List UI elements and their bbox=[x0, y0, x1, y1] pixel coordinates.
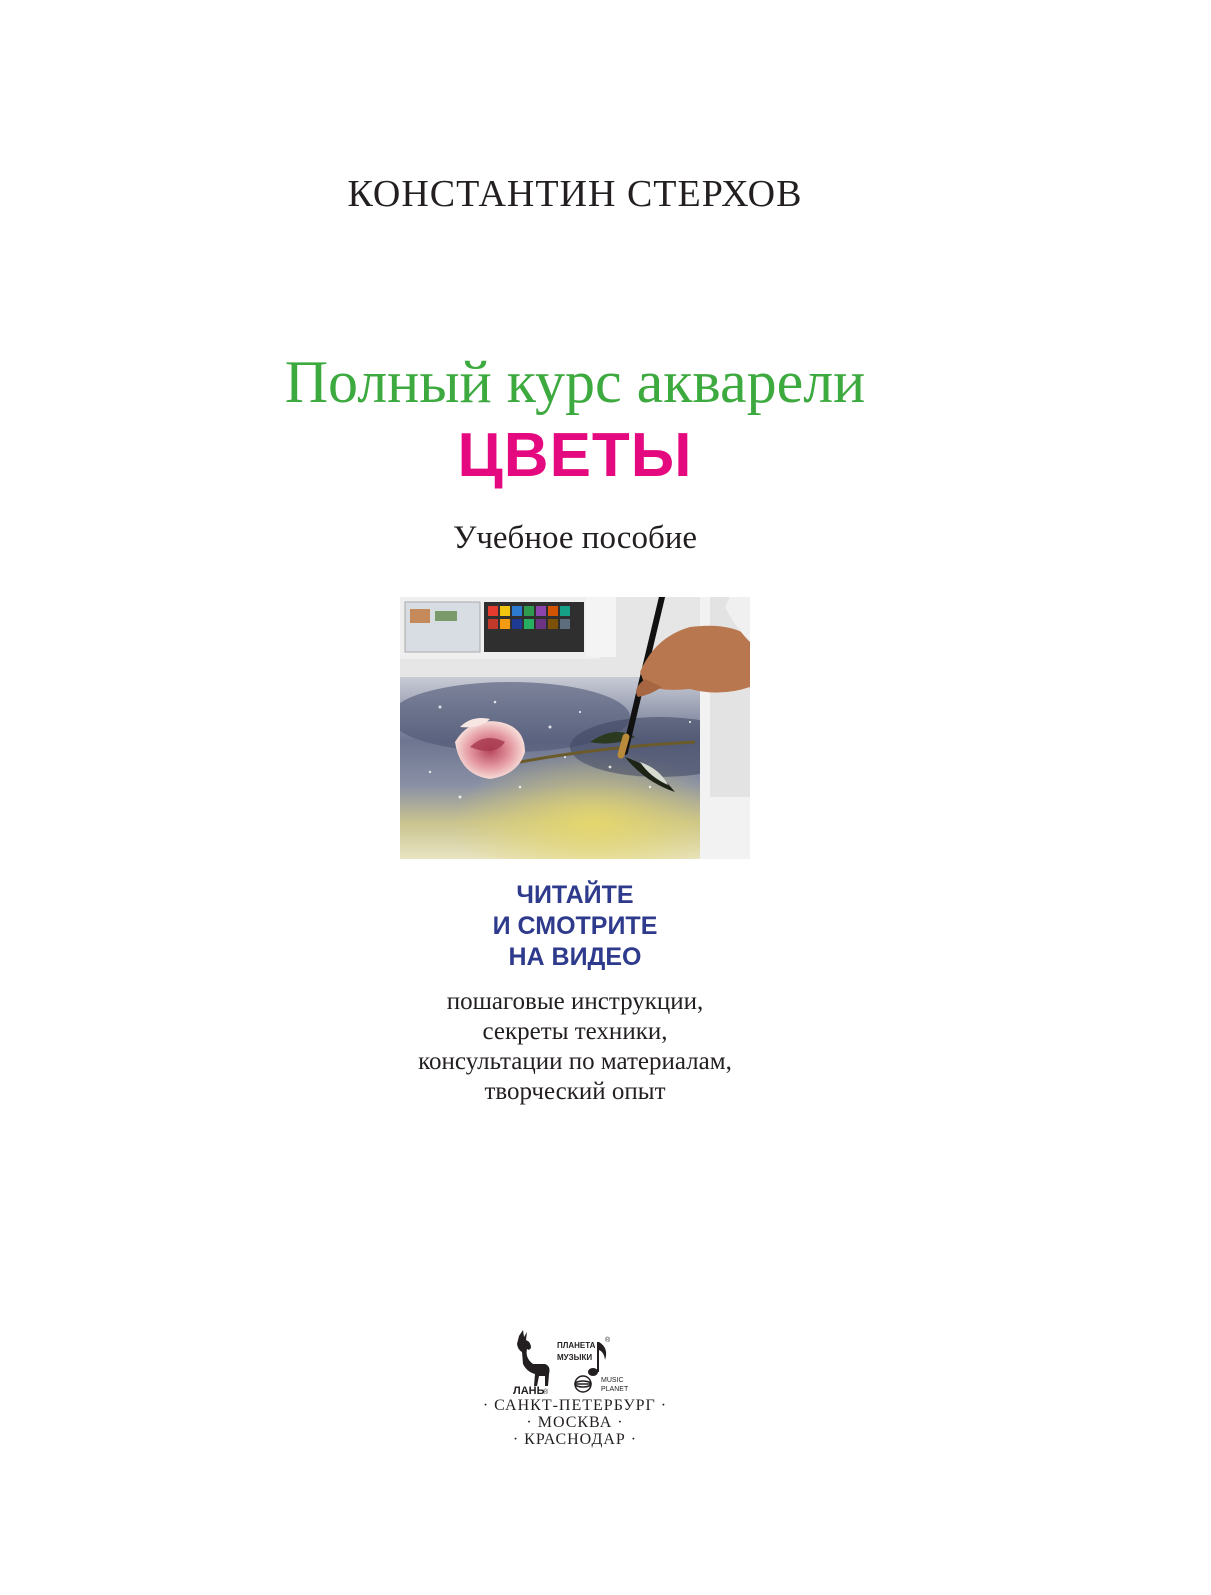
globe-icon bbox=[575, 1376, 591, 1392]
book-kind: Учебное пособие bbox=[452, 520, 698, 556]
feature-line: секреты техники, bbox=[482, 1018, 668, 1045]
registered-mark-2: ® bbox=[605, 1337, 611, 1344]
city-line: · КРАСНОДАР · bbox=[512, 1431, 638, 1448]
watercolor-painting-photo bbox=[400, 597, 750, 859]
promo-line: НА ВИДЕО bbox=[508, 943, 642, 971]
publisher-logo bbox=[505, 1328, 645, 1398]
logo-lan-text: ЛАНЬ bbox=[513, 1385, 545, 1397]
features-list bbox=[0, 987, 1150, 1107]
registered-mark: ® bbox=[543, 1389, 549, 1396]
promo-line: ЧИТАЙТЕ bbox=[516, 881, 634, 909]
feature-line: творческий опыт bbox=[484, 1078, 666, 1105]
promo-block bbox=[0, 880, 1150, 973]
promo-line: И СМОТРИТЕ bbox=[492, 912, 658, 940]
publisher-cities bbox=[0, 1397, 1150, 1448]
city-line: · САНКТ-ПЕТЕРБУРГ · bbox=[482, 1397, 668, 1414]
deer-icon bbox=[517, 1330, 550, 1386]
author-name: КОНСТАНТИН СТЕРХОВ bbox=[347, 173, 803, 215]
logo-planet-text: ПЛАНЕТА bbox=[557, 1341, 596, 1350]
book-title: Полный курс акварели bbox=[284, 349, 866, 415]
feature-line: консультации по материалам, bbox=[418, 1048, 732, 1075]
logo-music-text: МУЗЫКИ bbox=[557, 1353, 593, 1362]
logo-music-en-text: MUSIC bbox=[601, 1377, 624, 1384]
feature-line: пошаговые инструкции, bbox=[446, 988, 704, 1015]
logo-planet-en-text: PLANET bbox=[601, 1386, 629, 1393]
book-subtitle: ЦВЕТЫ bbox=[457, 421, 693, 490]
city-line: · МОСКВА · bbox=[526, 1414, 624, 1431]
